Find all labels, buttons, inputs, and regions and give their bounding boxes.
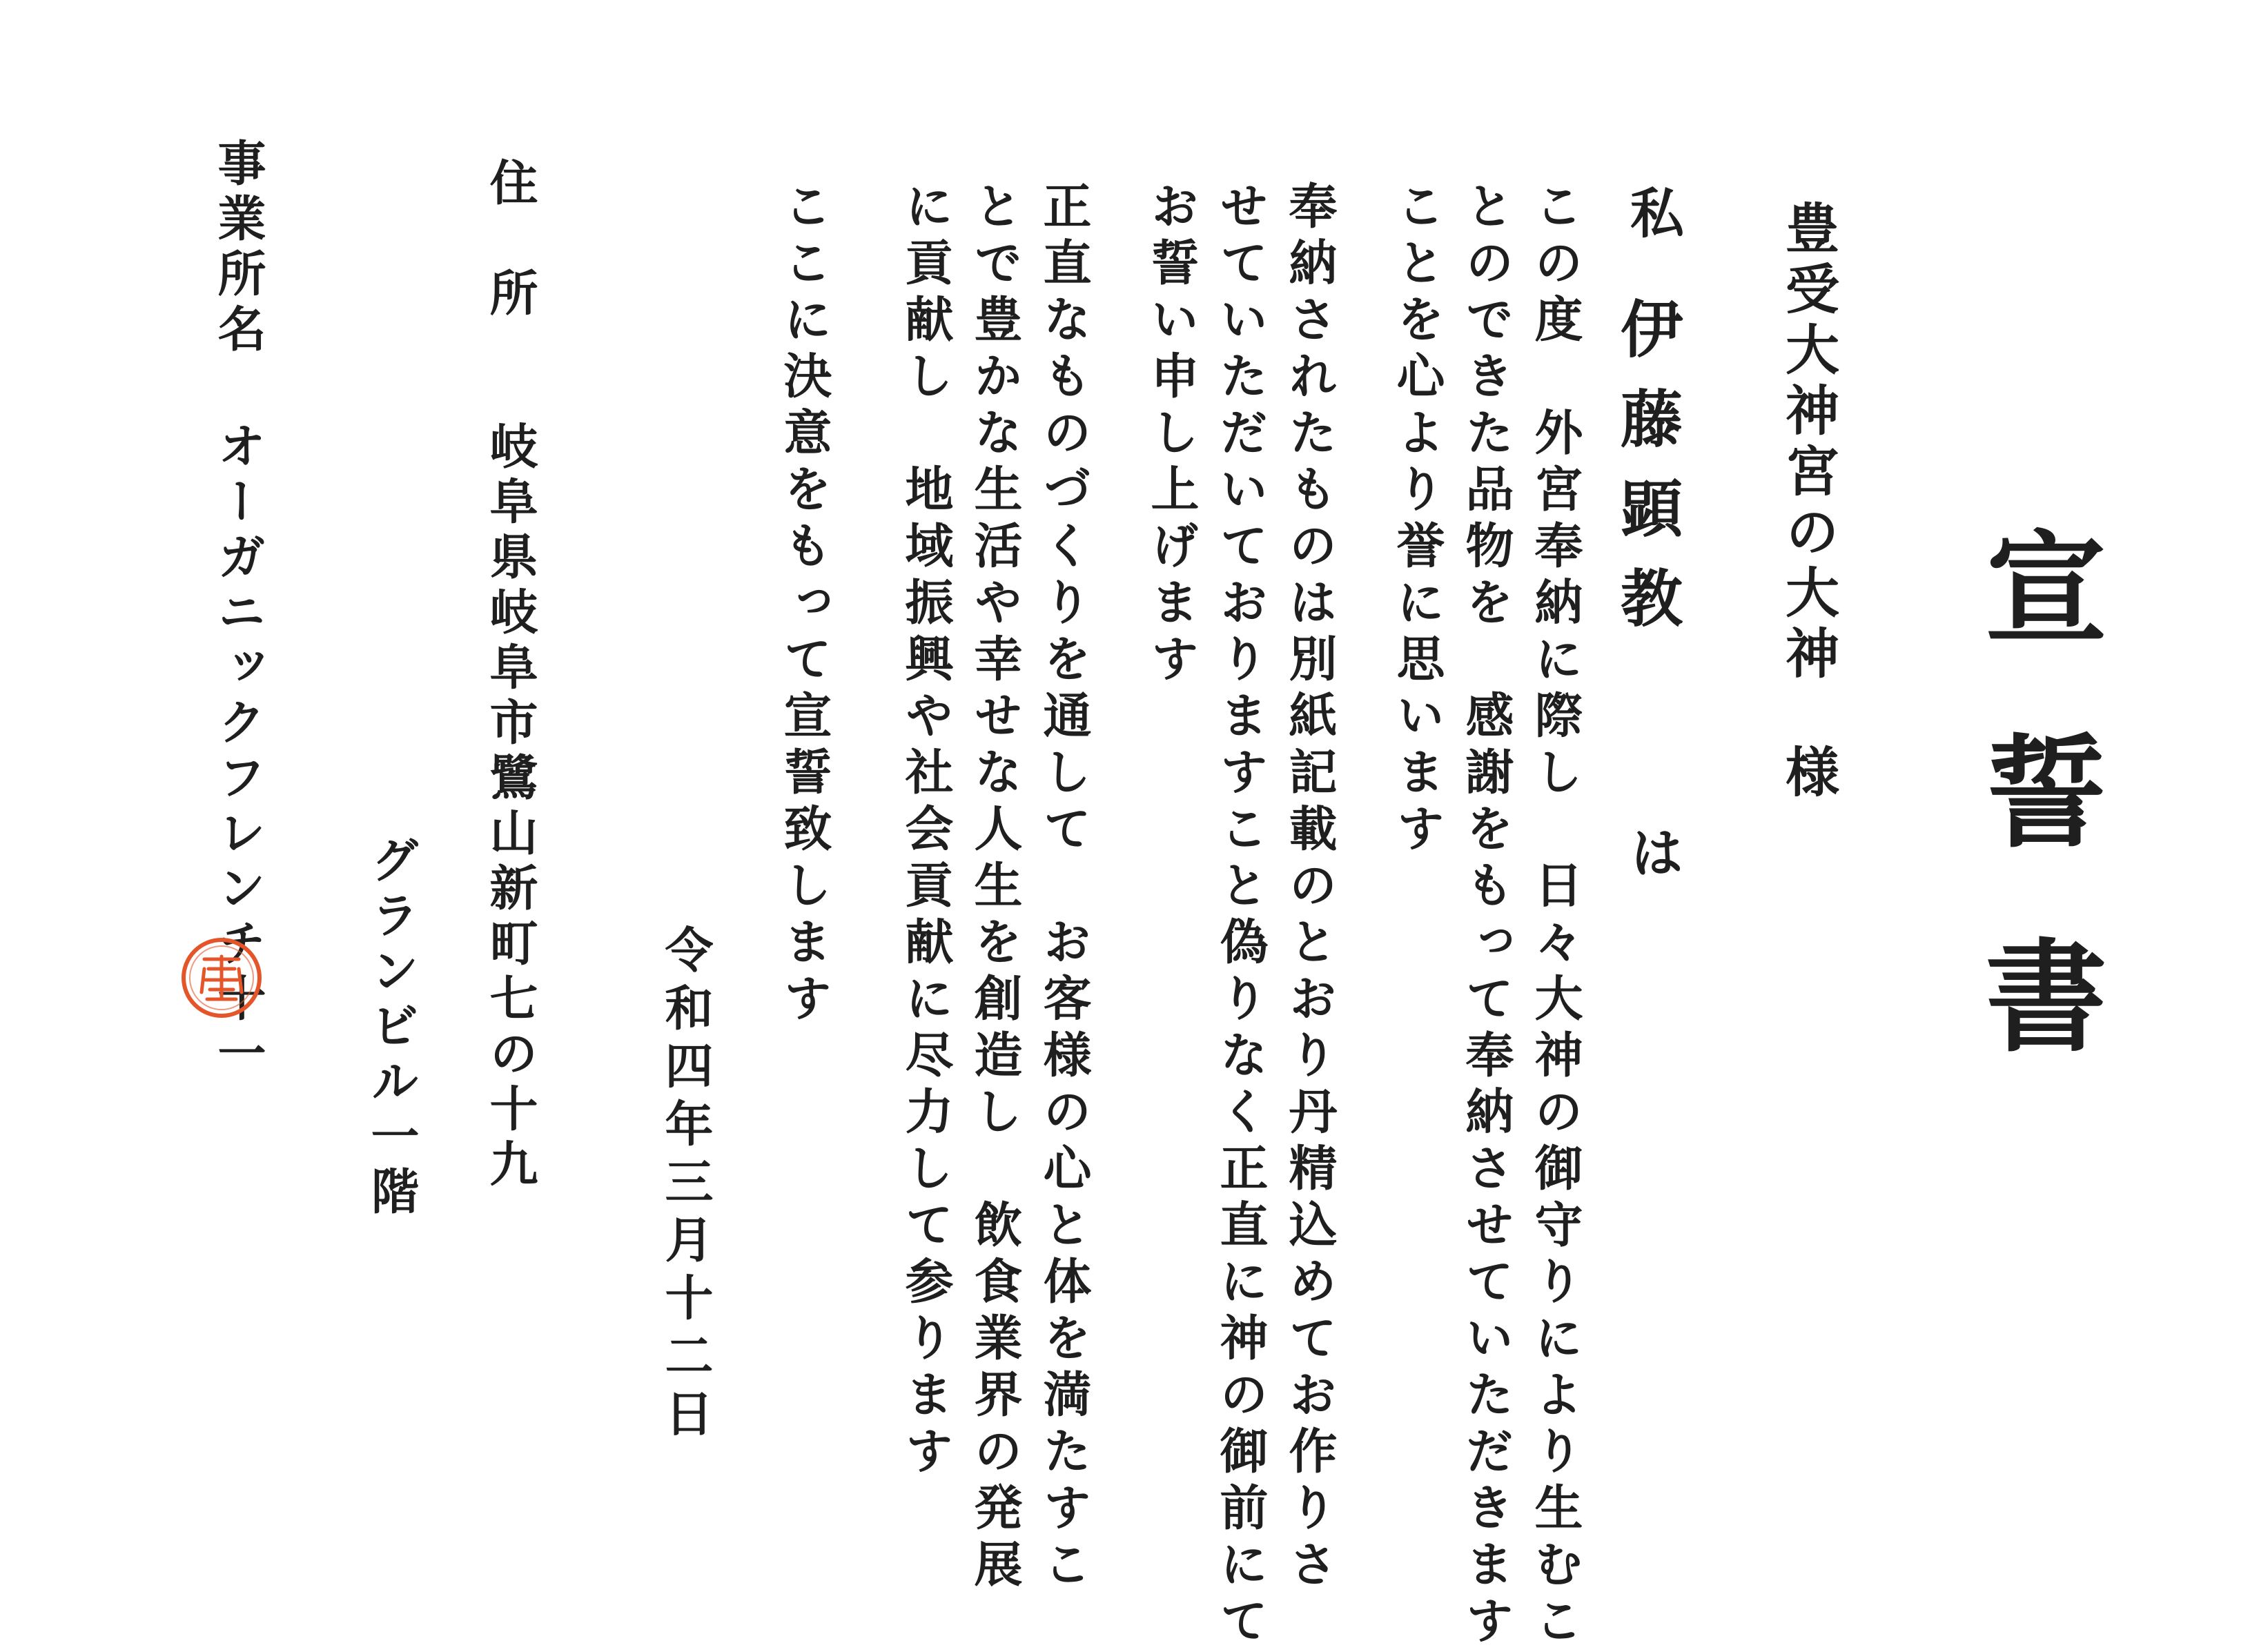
addressee: 豊受大神宮の大神	[1777, 200, 1839, 686]
body-line: とで豊かな生活や幸せな人生を創造し 飲食業界の発展	[966, 181, 1024, 1595]
topic-particle: は	[1621, 825, 1684, 878]
body-line: 奉納されたものは別紙記載のとおり丹精込めてお作りさ	[1281, 181, 1338, 1595]
body-line: お誓い申し上げます	[1143, 181, 1200, 690]
body-line: せていただいておりますこと偽りなく正直に神の御前にて	[1212, 181, 1269, 1652]
red-seal-stamp	[181, 937, 262, 1019]
body-line: 正直なものづくりを通して お客様の心と体を満たすこ	[1035, 181, 1093, 1595]
body-line: に貢献し 地域振興や社会貢献に尽力して参ります	[897, 181, 955, 1482]
business-name: オーガニックフレンチ十一	[210, 421, 267, 1083]
body-line: とのできた品物を 感謝をもって奉納させていただきます	[1458, 181, 1515, 1652]
address-line-1: 岐阜県岐阜市鷺山新町七の十九	[482, 421, 539, 1194]
seal-glyph	[202, 956, 242, 999]
pronoun: 私	[1621, 185, 1684, 239]
address-line-2: グランビル一階	[363, 835, 420, 1221]
signatory-name: 伊藤顕教	[1610, 297, 1683, 656]
document-title: 宣誓書	[1965, 524, 2108, 1137]
business-label: 事業所名	[210, 138, 267, 359]
addressee-honorific: 様	[1777, 744, 1839, 798]
body-line: この度 外宮奉納に際し 日々大神の御守りにより生むこ	[1527, 181, 1584, 1652]
body-line: ここに決意をもって宣誓致します	[776, 181, 833, 1030]
address-label: 住 所	[482, 157, 539, 323]
body-line: ことを心より誉に思います	[1389, 181, 1446, 860]
document-date: 令和四年三月十二日	[657, 925, 714, 1446]
